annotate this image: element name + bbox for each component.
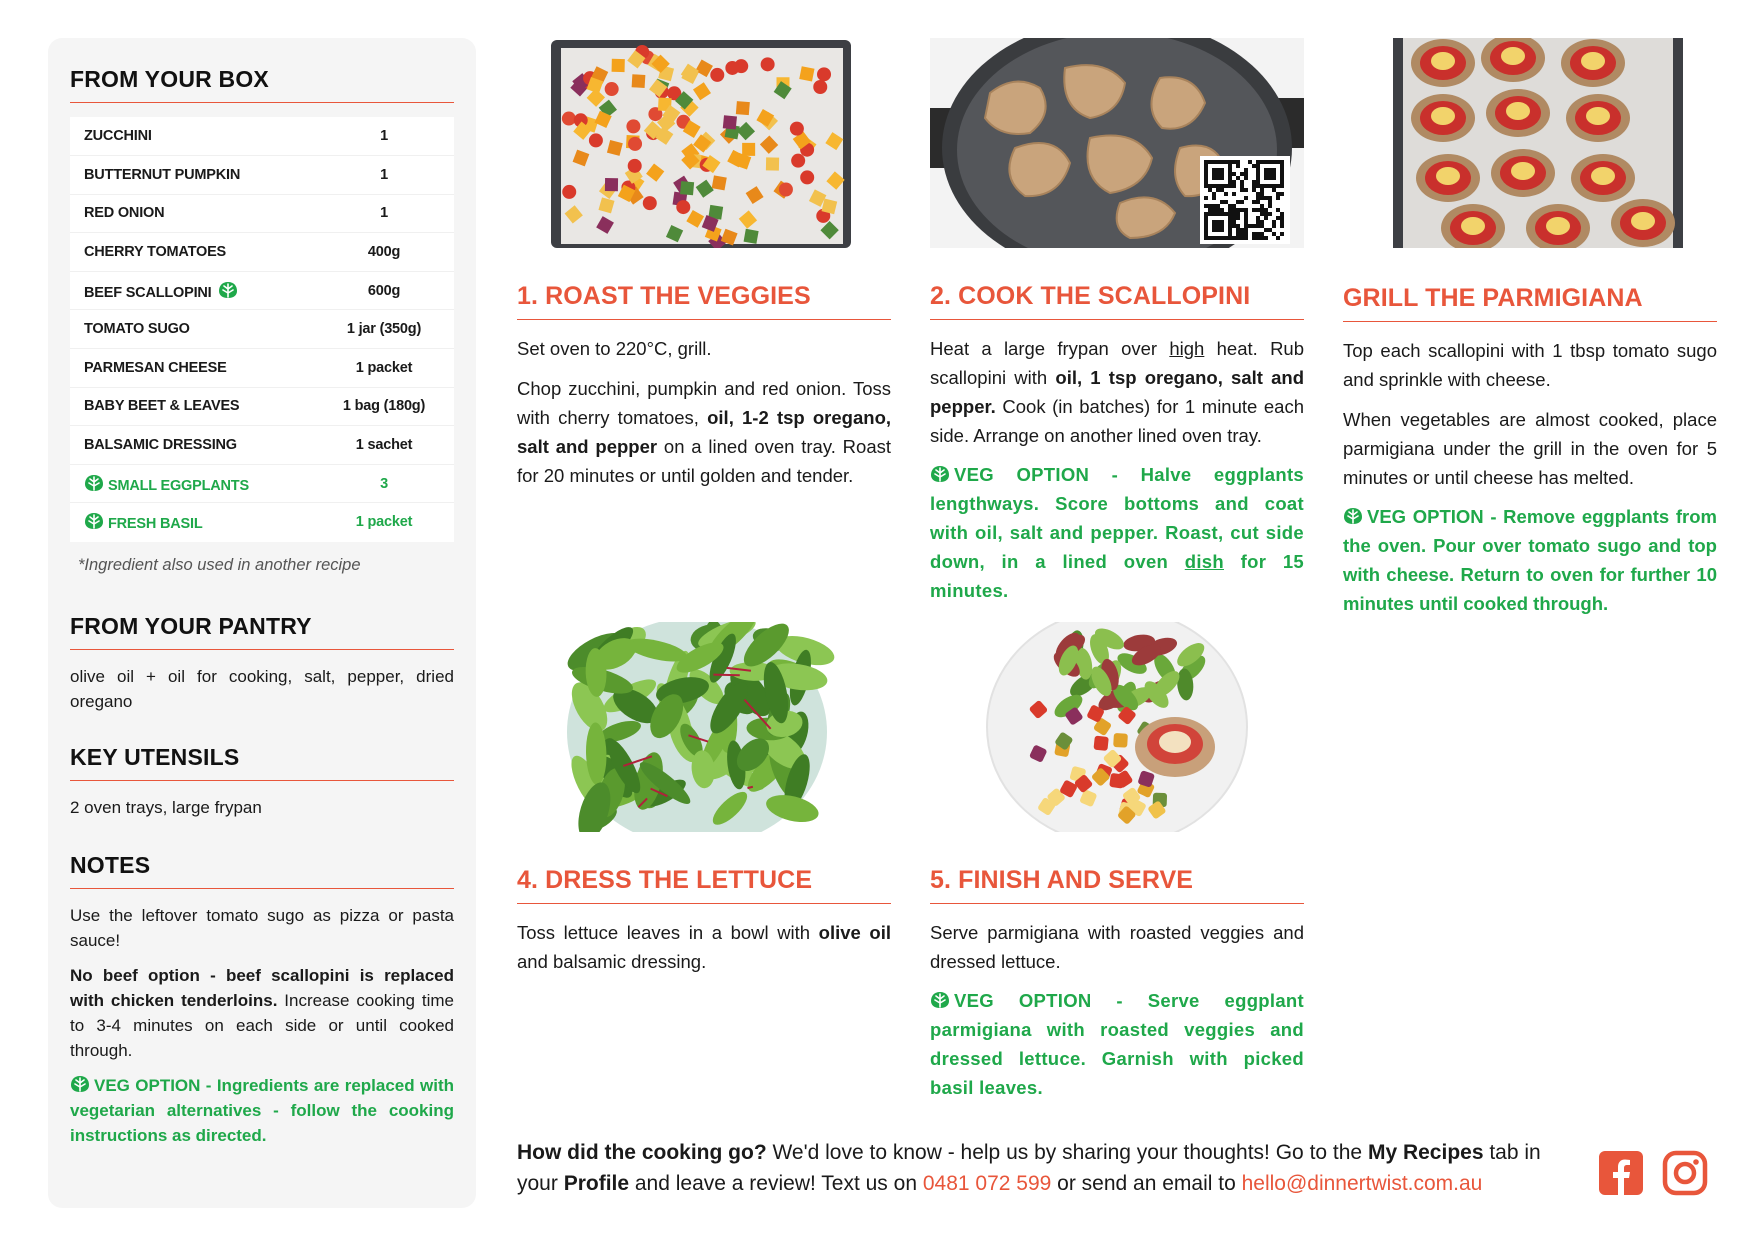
ingredient-qty: 1 bag (180g): [342, 398, 426, 415]
step-3-text-2: When vegetables are almost cooked, place parmigiana under the grill in the oven for 5 minutes or until cheese has melted.: [1343, 409, 1717, 488]
ingredient-qty: 1: [380, 205, 388, 222]
notes-heading: NOTES: [70, 852, 454, 889]
step-5-veg-option: [930, 986, 1304, 1102]
ingredient-name-text: FRESH BASIL: [108, 516, 203, 533]
footer-text-4: or send an email to: [1051, 1172, 1242, 1195]
step-1-text-2b: oil, 1-2 tsp oregano, salt and pepper: [517, 407, 892, 457]
ingredients-table: [70, 117, 454, 542]
footer-text-1: We'd love to know - help us by sharing your thoughts! Go to the: [766, 1141, 1368, 1164]
step-4-text-b: olive oil: [818, 922, 891, 943]
footer-question: How did the cooking go?: [517, 1141, 767, 1164]
leaf-icon: [930, 991, 950, 1009]
step-1-text-2a: Chop zucchini, pumpkin and red onion. Toss with cherry tomatoes,: [517, 378, 891, 428]
ingredient-row: [70, 349, 454, 388]
ingredient-name: [70, 503, 314, 542]
cook-scallopini-photo: [930, 38, 1304, 248]
step-1: [517, 38, 891, 490]
utensils-text: 2 oven trays, large frypan: [70, 797, 262, 817]
phone-link[interactable]: 0481 072 599: [922, 1172, 1052, 1195]
ingredient-name: [70, 426, 314, 465]
step-4-text-a: Toss lettuce leaves in a bowl with: [517, 922, 819, 943]
ingredient-row: [70, 156, 454, 195]
leaf-icon: [84, 474, 104, 492]
ingredient-row: [70, 464, 454, 503]
ingredient-name: [70, 310, 314, 349]
step-3-veg-option: [1343, 502, 1717, 618]
step-1-text-2: [517, 374, 891, 490]
feedback-footer: [517, 1137, 1577, 1199]
notes-text-2-rest: Increase cooking time to 3-4 minutes on each side or until cooked through.: [70, 990, 454, 1060]
qr-code-icon: [1200, 156, 1290, 244]
step-1-title: 1. ROAST THE VEGGIES: [517, 282, 891, 320]
ingredient-name: [70, 271, 314, 310]
notes-section: [70, 852, 454, 1148]
from-your-box-heading: FROM YOUR BOX: [70, 66, 454, 103]
ingredient-name-text: BABY BEET & LEAVES: [84, 398, 240, 415]
leaf-icon: [930, 465, 950, 483]
step-2-veg-a: VEG OPTION - Halve eggplants lengthways. Score bottoms and coat with oil, salt and pepper. Roast, cut side down, in a lined oven: [930, 464, 1304, 572]
ingredient-footnote: *Ingredient also used in another recipe: [78, 555, 361, 574]
step-2-text-a: Heat a large frypan over: [930, 338, 1170, 359]
step-2-text-b: heat. Rub scallopini with: [930, 338, 1305, 388]
ingredient-name: [70, 349, 314, 388]
dress-lettuce-photo: [517, 622, 891, 832]
ingredient-row: [70, 194, 454, 233]
ingredient-row: [70, 426, 454, 465]
ingredient-qty: 1 jar (350g): [346, 321, 422, 338]
ingredient-name-text: ZUCCHINI: [84, 128, 152, 145]
ingredient-name-text: PARMESAN CHEESE: [84, 359, 227, 376]
key-utensils-heading: KEY UTENSILS: [70, 744, 454, 781]
footer-text-2: tab in your: [517, 1141, 1541, 1195]
instagram-icon[interactable]: [1662, 1150, 1708, 1196]
leaf-icon: [218, 281, 238, 299]
ingredient-qty: 1: [380, 128, 388, 145]
ingredient-name-text: BEEF SCALLOPINI: [84, 284, 212, 301]
ingredient-name-text: BUTTERNUT PUMPKIN: [84, 166, 241, 183]
step-1-text-1: Set oven to 220°C, grill.: [517, 338, 712, 359]
utensils-section: [70, 744, 454, 820]
ingredient-row: [70, 271, 454, 310]
profile-link[interactable]: Profile: [563, 1172, 630, 1195]
ingredient-qty: 600g: [367, 282, 401, 299]
step-4-title: 4. DRESS THE LETTUCE: [517, 866, 891, 904]
finish-serve-photo: [930, 622, 1304, 832]
step-5-veg-text: VEG OPTION - Serve eggplant parmigiana with roasted veggies and dressed lettuce. Garnish with picked basil leaves.: [930, 990, 1304, 1098]
leaf-icon: [70, 1075, 90, 1093]
ingredient-qty: 400g: [367, 244, 401, 261]
step-2-veg-b: for 15 minutes.: [930, 551, 1304, 601]
ingredient-name-text: RED ONION: [84, 205, 165, 222]
ingredient-qty: 1 sachet: [355, 437, 413, 454]
ingredient-name-text: SMALL EGGPLANTS: [108, 477, 249, 494]
ingredient-qty: 1: [380, 166, 388, 183]
ingredient-name: [70, 233, 314, 272]
step-2-text: [930, 334, 1304, 450]
ingredient-name: [70, 387, 314, 426]
step-2-title: 2. COOK THE SCALLOPINI: [930, 282, 1304, 320]
ingredient-qty: 3: [380, 475, 388, 492]
ingredient-qty: 1 packet: [355, 514, 413, 531]
step-2-veg-option: [930, 460, 1304, 605]
ingredient-name: [70, 464, 314, 503]
notes-text-2-bold: No beef option - beef scallopini is replaced with chicken tenderloins.: [70, 965, 454, 1010]
step-2-text-d: Cook (in batches) for 1 minute each side. Arrange on another lined oven tray.: [930, 396, 1304, 446]
step-5-title: 5. FINISH AND SERVE: [930, 866, 1304, 904]
ingredient-row: [70, 310, 454, 349]
notes-veg-text: VEG OPTION - Ingredients are replaced with vegetarian alternatives - follow the cooking instructions as directed.: [70, 1075, 454, 1145]
step-4-text-c: and balsamic dressing.: [517, 951, 707, 972]
pantry-text: olive oil + oil for cooking, salt, pepper, dried oregano: [70, 666, 454, 711]
pantry-section: [70, 613, 454, 714]
ingredient-row: [70, 233, 454, 272]
footer-text-3: and leave a review! Text us on: [629, 1172, 923, 1195]
facebook-icon[interactable]: [1598, 1150, 1644, 1196]
ingredient-qty: 1 packet: [355, 359, 413, 376]
step-3-title: GRILL THE PARMIGIANA: [1343, 284, 1717, 322]
notes-veg-option: [70, 1073, 454, 1148]
ingredient-name-text: BALSAMIC DRESSING: [84, 437, 237, 454]
step-3-veg-text: VEG OPTION - Remove eggplants from the oven. Pour over tomato sugo and top with cheese. Return to oven for further 10 minutes until cooked through.: [1343, 506, 1717, 614]
ingredient-row: [70, 503, 454, 542]
ingredient-name: [70, 194, 314, 233]
step-3: [1343, 38, 1717, 618]
ingredient-name-text: TOMATO SUGO: [84, 321, 190, 338]
step-3-text-1: Top each scallopini with 1 tbsp tomato sugo and sprinkle with cheese.: [1343, 340, 1717, 390]
ingredient-row: [70, 387, 454, 426]
ingredient-name: [70, 117, 314, 156]
notes-text-2: [70, 963, 454, 1063]
leaf-icon: [84, 512, 104, 530]
ingredient-name-text: CHERRY TOMATOES: [84, 244, 227, 261]
roast-veggies-photo: [517, 38, 891, 248]
sidebar: [48, 38, 476, 1208]
my-recipes-link[interactable]: My Recipes: [1367, 1141, 1484, 1164]
step-2-text-c: oil, 1 tsp oregano, salt and pepper.: [930, 367, 1304, 417]
leaf-icon: [1343, 507, 1363, 525]
ingredient-row: [70, 117, 454, 156]
step-1-text-2c: on a lined oven tray. Roast for 20 minutes or until golden and tender.: [517, 436, 892, 486]
step-2-veg-underline: dish: [1184, 551, 1224, 572]
grill-parmigiana-photo: [1343, 38, 1717, 248]
step-5: [930, 622, 1304, 1102]
step-2-text-underline: high: [1169, 338, 1205, 359]
step-5-text: Serve parmigiana with roasted veggies and dressed lettuce.: [930, 922, 1304, 972]
step-2: [930, 38, 1304, 605]
ingredient-name: [70, 156, 314, 195]
step-4-text: [517, 918, 891, 976]
notes-text-1: Use the leftover tomato sugo as pizza or pasta sauce!: [70, 905, 454, 950]
step-4: [517, 622, 891, 976]
email-link[interactable]: hello@dinnertwist.com.au: [1241, 1172, 1483, 1195]
from-your-pantry-heading: FROM YOUR PANTRY: [70, 613, 454, 650]
